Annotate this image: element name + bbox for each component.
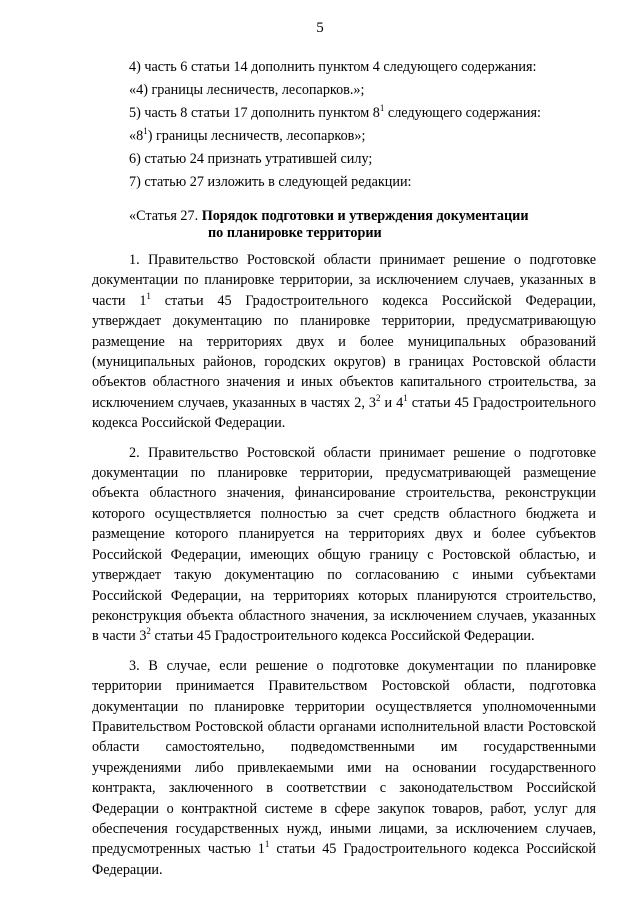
- article-prefix: «Статья 27.: [129, 208, 202, 224]
- item-text: 6) статью 24 признать утратившей силу;: [129, 151, 373, 167]
- list-item: [92, 102, 596, 125]
- item-text: 7) статью 27 изложить в следующей редакции:: [129, 174, 412, 190]
- document-body: [92, 56, 596, 889]
- item-text: ) границы лесничеств, лесопарков»;: [147, 128, 366, 144]
- superscript: 1: [146, 290, 151, 301]
- superscript: 1: [143, 126, 148, 136]
- paragraph-text: 3. В случае, если решение о подготовке документации по планировке территории принимается Правительством Ростовской области, подготовка документации по планировке территории осуществляется уполномоченными Правительством Ростовской области органами исполнительной власти Ростовской области самостоятельно, подведомственными им государственными учреждениями либо привлекаемыми ими на основании государственного контракта, заключенного в соответствии с законодательством Российской Федерации о контрактной системе в сфере закупок товаров, работ, услуг для обеспечения государственных нужд, иными лицами, за исключением случаев, предусмотренных частью 1: [92, 657, 596, 858]
- item-text: следующего содержания:: [384, 105, 541, 121]
- paragraph-text: статьи 45 Градостроительного кодекса Российской Федерации, утверждает документацию по планировке территории, предусматривающую размещение на территориях двух и более муниципальных образований (муниципальных районов, городских округов) в границах Ростовской области объектов областного значения и иных объектов капитального строительства, за исключением случаев, указанных в частях 2, 3: [92, 292, 596, 411]
- paragraph-1: [92, 250, 596, 434]
- list-item: [92, 56, 596, 79]
- superscript: 1: [403, 392, 408, 403]
- list-item: [92, 79, 596, 102]
- paragraph-2: [92, 443, 596, 647]
- superscript: 1: [379, 103, 385, 113]
- paragraph-3: [92, 656, 596, 880]
- superscript: 2: [146, 626, 151, 637]
- article-title-continued: по планировке территории: [208, 225, 382, 241]
- item-text: «8: [129, 128, 144, 144]
- article-title: Порядок подготовки и утверждения документации: [201, 208, 529, 224]
- paragraph-text: статьи 45 Градостроительного кодекса Российской Федерации.: [150, 628, 535, 645]
- list-item: [92, 148, 596, 171]
- list-item: [92, 171, 596, 194]
- paragraph-text: 2. Правительство Ростовской области принимает решение о подготовке документации по планировке территории, предусматривающей размещение объекта областного значения, финансирование строительства, реконструкции которого осуществляется полностью за счет средств областного бюджета и размещение которого планируется на территориях двух и более субъектов Российской Федерации, имеющих общую границу с Ростовской областью, и утверждает такую документацию по согласованию с иными субъектами Российской Федерации, на территориях которых планируются строительство, реконструкция объекта областного значения, за исключением случаев, указанных в части 3: [92, 444, 596, 645]
- paragraph-text: 1. Правительство Ростовской области принимает решение о подготовке документации по планировке территории, за исключением случаев, указанных в части 1: [92, 252, 596, 309]
- list-item: [92, 125, 596, 148]
- item-text: 5) часть 8 статьи 17 дополнить пунктом 8: [129, 105, 380, 121]
- item-text: 4) часть 6 статьи 14 дополнить пунктом 4 следующего содержания:: [129, 59, 537, 75]
- page-number: 5: [316, 20, 324, 36]
- article-heading: [92, 208, 596, 225]
- paragraph-text: статьи 45 Градостроительного кодекса Российской Федерации.: [92, 394, 596, 432]
- item-text: «4) границы лесничеств, лесопарков.»;: [129, 82, 365, 98]
- superscript: 2: [376, 392, 381, 403]
- paragraph-text: статьи 45 Градостроительного кодекса Российской Федерации.: [92, 841, 596, 878]
- superscript: 1: [264, 839, 270, 850]
- paragraph-text: и 4: [380, 394, 404, 411]
